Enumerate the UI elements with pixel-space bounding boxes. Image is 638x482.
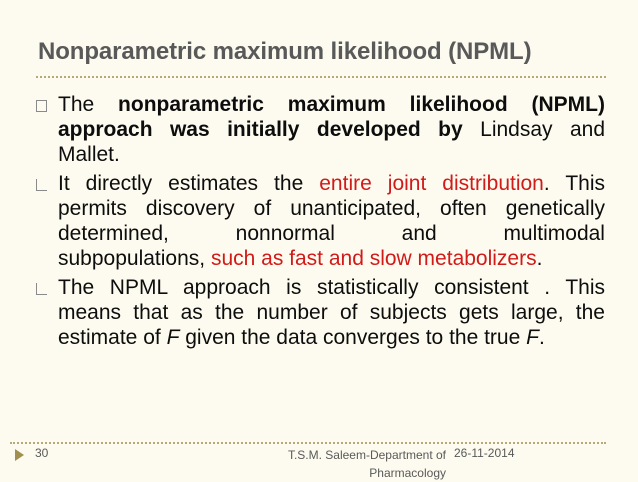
triangle-right-icon [15,449,24,461]
bullet-line [58,221,605,246]
bullet-text: estimate of [58,326,167,349]
bullet-text: permits discovery of unanticipated, often genetically [58,197,605,220]
bullet-marker-icon [36,283,47,295]
footer-author-line1: T.S.M. Saleem-Department of [287,448,446,462]
footer-author [268,446,446,482]
bullet-item [30,171,605,271]
bullet-text: means that as the number of subjects gets large, the [58,301,605,324]
footer-author-line2: Pharmacology [369,466,446,480]
bullet-marker-icon [36,100,47,112]
bullet-marker-icon [36,179,47,191]
slide-title: Nonparametric maximum likelihood (NPML) [38,38,532,65]
bullet-item [30,92,605,167]
bullet-text: nonparametric maximum likelihood (NPML) [118,93,605,116]
bullet-text: approach was initially developed by [58,118,463,141]
bullet-text: F [526,326,539,349]
bullet-line [58,325,605,350]
bullet-text: . This [543,172,605,195]
bullet-line [58,300,605,325]
bullet-line [58,246,605,271]
bullet-item [30,275,605,350]
highlight-text: entire joint distribution [319,172,544,195]
footer-divider [10,442,606,444]
bullet-text: The [58,93,119,116]
bullet-text: given the data converges to the true [179,326,527,349]
footer-date: 26-11-2014 [454,446,515,460]
bullet-word: and [401,222,437,245]
bullet-line [58,275,605,300]
bullet-text: F [166,326,180,349]
bullet-line [58,196,605,221]
bullet-text: subpopulations, [58,247,211,270]
bullet-text: Lindsay and [462,118,606,141]
bullet-list [30,92,605,354]
bullet-text: . [536,247,543,270]
bullet-line [58,92,605,117]
bullet-word: determined, [58,222,169,245]
bullet-text: The NPML approach is statistically consistent . This [58,276,605,299]
bullet-line [58,142,605,167]
highlight-text: such as fast and slow metabolizers [210,247,537,270]
title-divider [36,76,606,78]
page-number: 30 [35,446,49,460]
bullet-text: It directly estimates the [58,172,320,195]
bullet-line [58,171,605,196]
bullet-text: . [538,326,545,349]
bullet-text: Mallet. [58,143,120,166]
bullet-word: nonnormal [235,222,335,245]
bullet-line [58,117,605,142]
bullet-word: multimodal [503,222,605,245]
